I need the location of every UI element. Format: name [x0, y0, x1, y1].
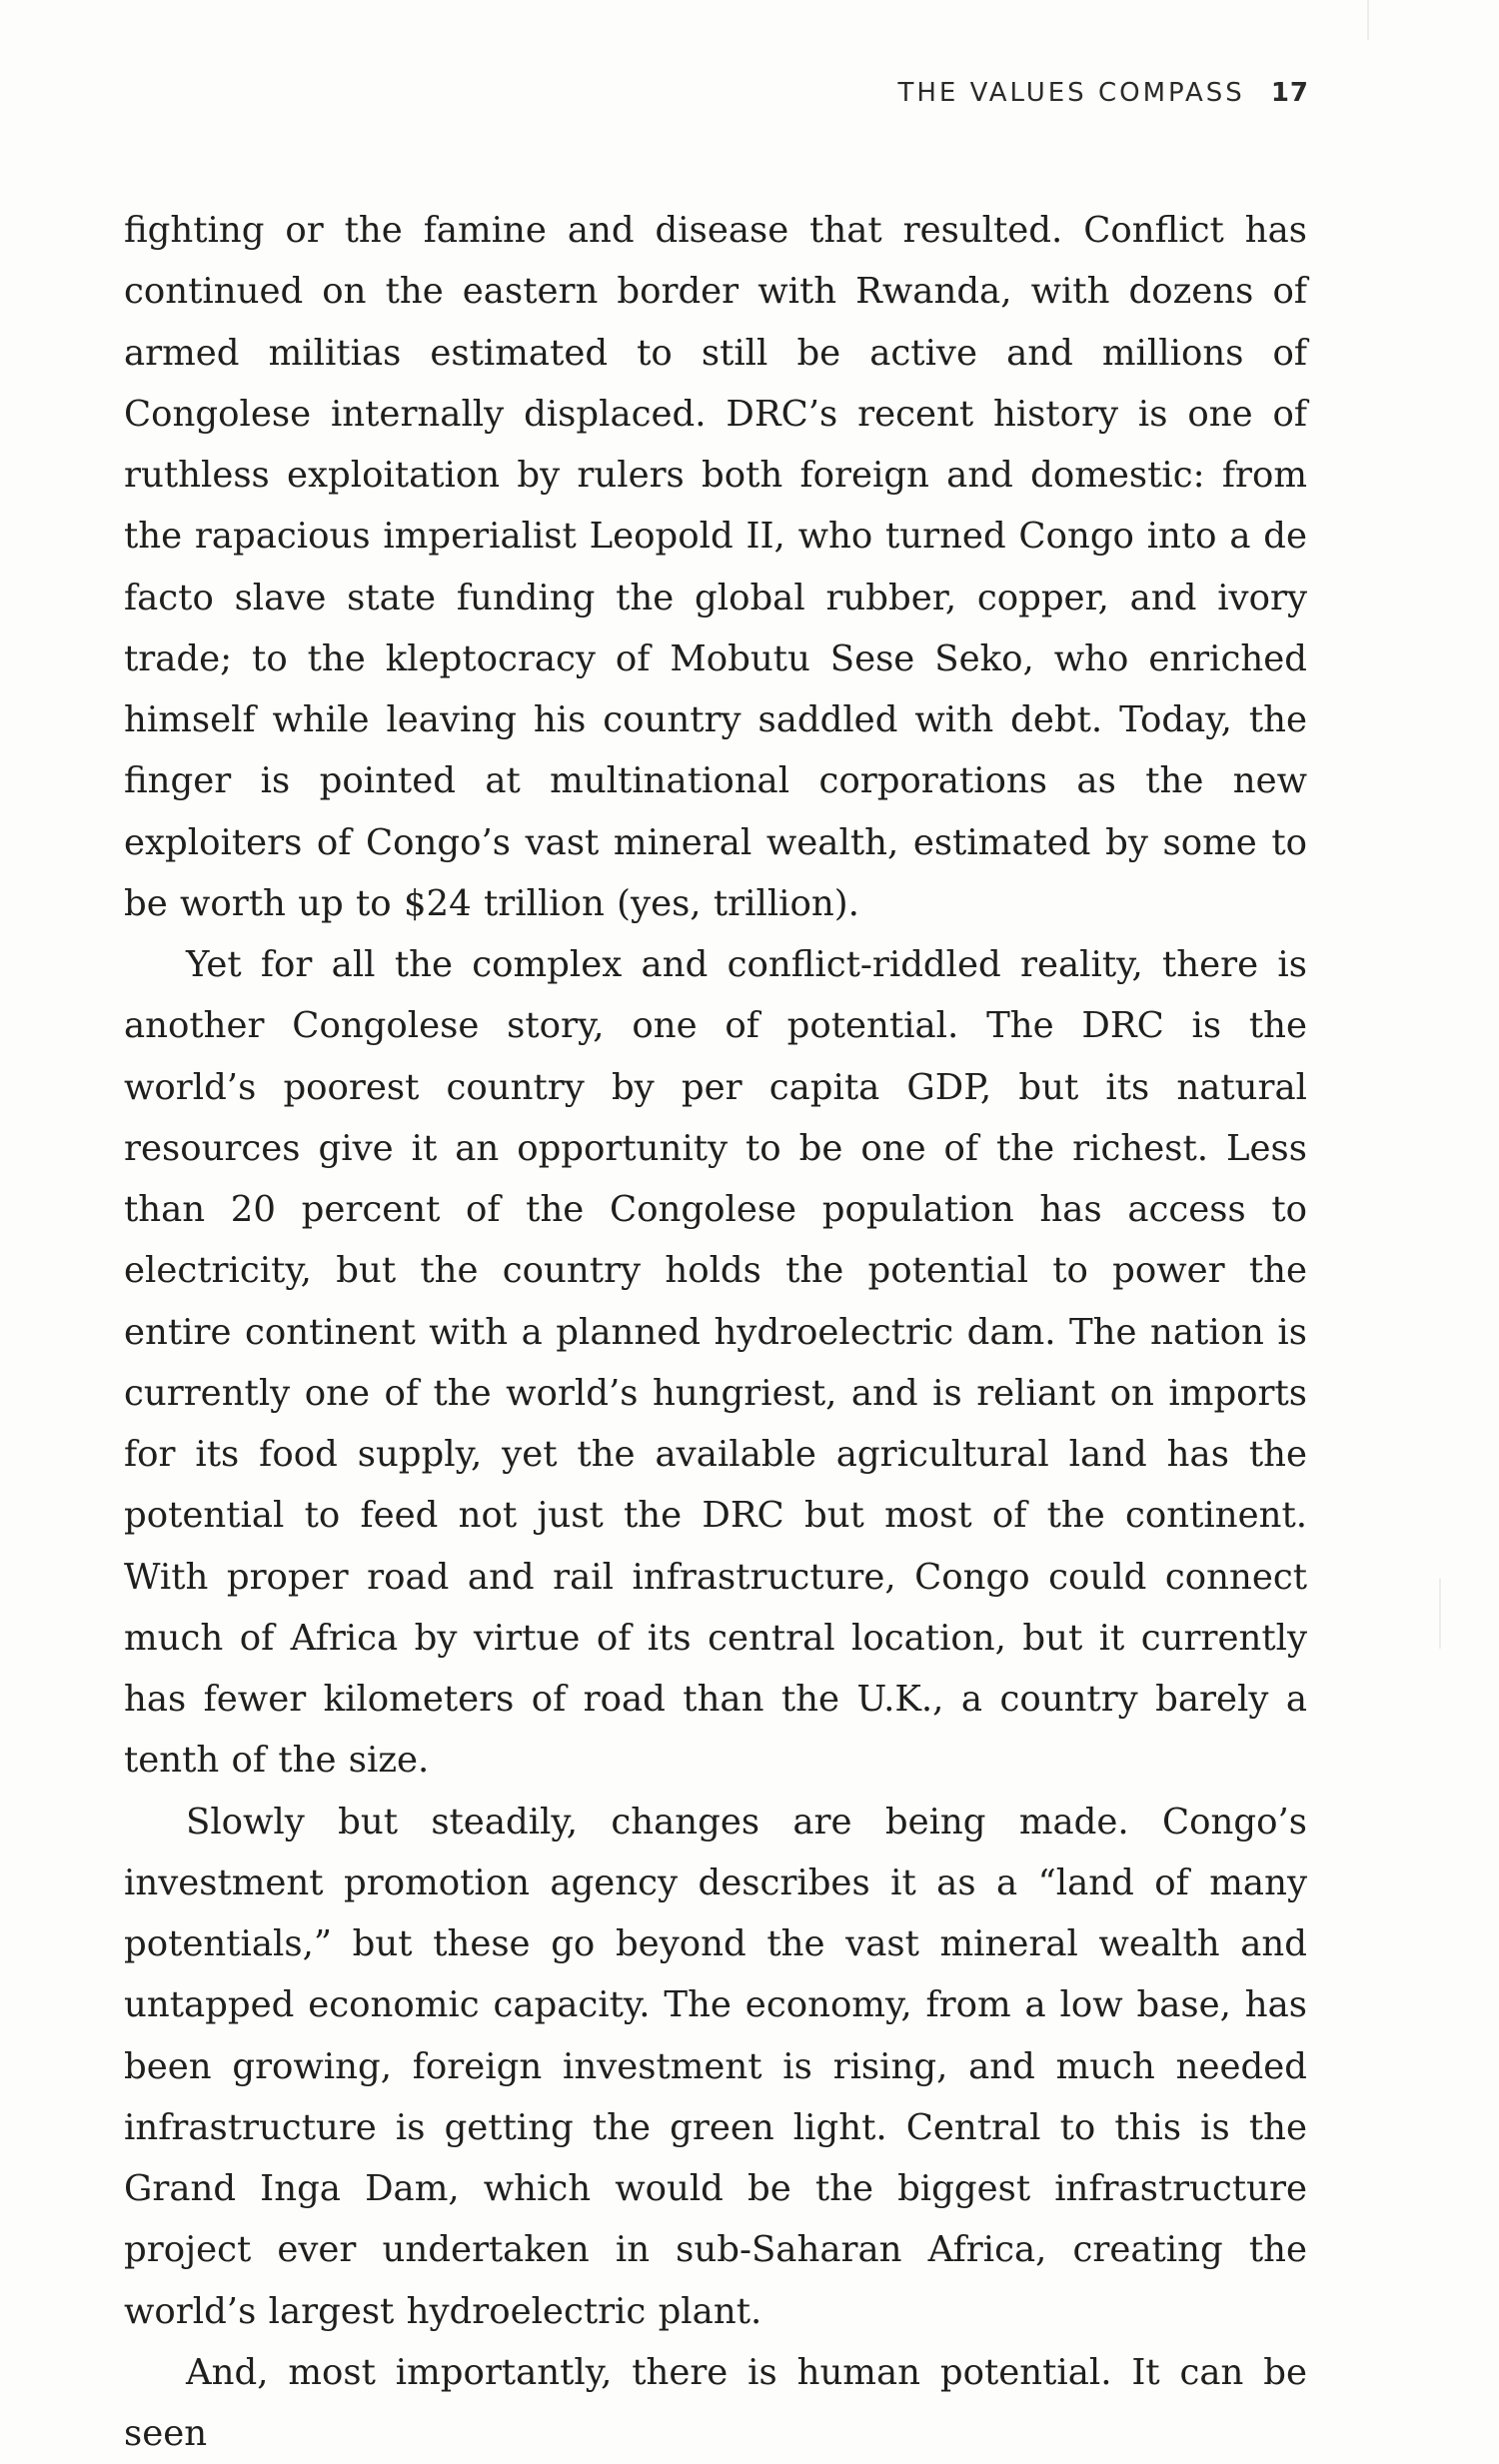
running-head-title: THE VALUES COMPASS — [897, 78, 1245, 108]
scan-artifact-line — [1367, 0, 1369, 40]
scan-artifact-line — [1439, 1579, 1441, 1649]
running-head — [898, 78, 1310, 108]
paragraph-changes: Slowly but steadily, changes are being made. Congo’s investment promotion agency describes it as a “land of many potentials,” but these go beyond the vast mineral wealth and untapped economic capacity. The economy, from a low base, has been growing, foreign investment is rising, and much needed infrastructure is getting the green light. Central to this is the Grand Inga Dam, which would be the biggest infrastructure project ever undertaken in sub-Saharan Africa, creating the world’s largest hydroelectric plant. — [124, 1801, 1307, 2332]
page-number: 17 — [1270, 78, 1309, 108]
body-text — [124, 200, 1307, 2464]
paragraph-human-potential: And, most importantly, there is human potential. It can be seen — [124, 2351, 1307, 2454]
paragraph-congolese-story: Yet for all the complex and conflict-riddled reality, there is another Congolese story, one of potential. The DRC is the world’s poorest country by per capita GDP, but its natural resources give it an opportunity to be one of the richest. Less than 20 percent of the Congolese population has access to electricity, but the country holds the potential to power the entire continent with a planned hydroelectric dam. The nation is currently one of the world’s hungriest, and is reliant on imports for its food supply, yet the available agricultural land has the potential to feed not just the DRC but most of the continent. With proper road and rail infrastructure, Congo could connect much of Africa by virtue of its central location, but it currently has fewer kilometers of road than the U.K., a country barely a tenth of the size. — [124, 944, 1307, 1782]
paragraph-continued: fighting or the famine and disease that resulted. Conflict has continued on the eastern border with Rwanda, with dozens of armed militias estimated to still be active and millions of Congolese internally displaced. DRC’s recent history is one of ruthless exploitation by rulers both foreign and domestic: from the rapacious imperialist Leopold II, who turned Congo into a de facto slave state funding the global rubber, copper, and ivory trade; to the kleptocracy of Mobutu Sese Seko, who enriched himself while leaving his country saddled with debt. Today, the finger is pointed at multinational corporations as the new exploiters of Congo’s vast mineral wealth, estimated by some to be worth up to $24 trillion (yes, trillion). — [124, 210, 1307, 924]
